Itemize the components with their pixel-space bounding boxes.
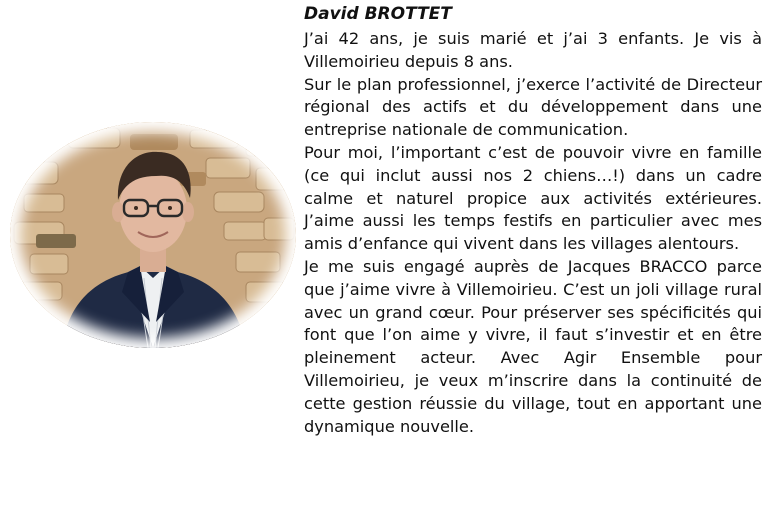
paragraph-values: Pour moi, l’important c’est de pouvoir vivre en famille (ce qui inclut aussi nos 2 chiens…!) dans un cadre calme et naturel propice aux activités extérieures. J’aime aussi les temps festifs en particulier avec mes amis d’enfance qui vivent dans les villages alentours. xyxy=(304,142,762,254)
person-name: David BROTTET xyxy=(304,4,452,24)
portrait-photo xyxy=(10,122,296,348)
paragraph-engagement: Je me suis engagé auprès de Jacques BRACCO parce que j’aime vivre à Villemoirieu. C’est un joli village rural avec un grand cœur. Pour préserver ses spécificités qui font que l’on aime y vivre, il faut s’investir et en être pleinement acteur. Avec Agir Ensemble pour Villemoirieu, je veux m’inscrire dans la continuité de cette gestion réussie du village, tout en apportant une dynamique nouvelle. xyxy=(304,256,762,436)
paragraph-profession: Sur le plan professionnel, j’exerce l’activité de Directeur régional des actifs et du développement dans une entreprise nationale de communication. xyxy=(304,74,762,140)
biography-text xyxy=(304,2,762,438)
portrait-illustration xyxy=(10,122,296,348)
paragraph-family: J’ai 42 ans, je suis marié et j’ai 3 enfants. Je vis à Villemoirieu depuis 8 ans. xyxy=(304,29,762,71)
